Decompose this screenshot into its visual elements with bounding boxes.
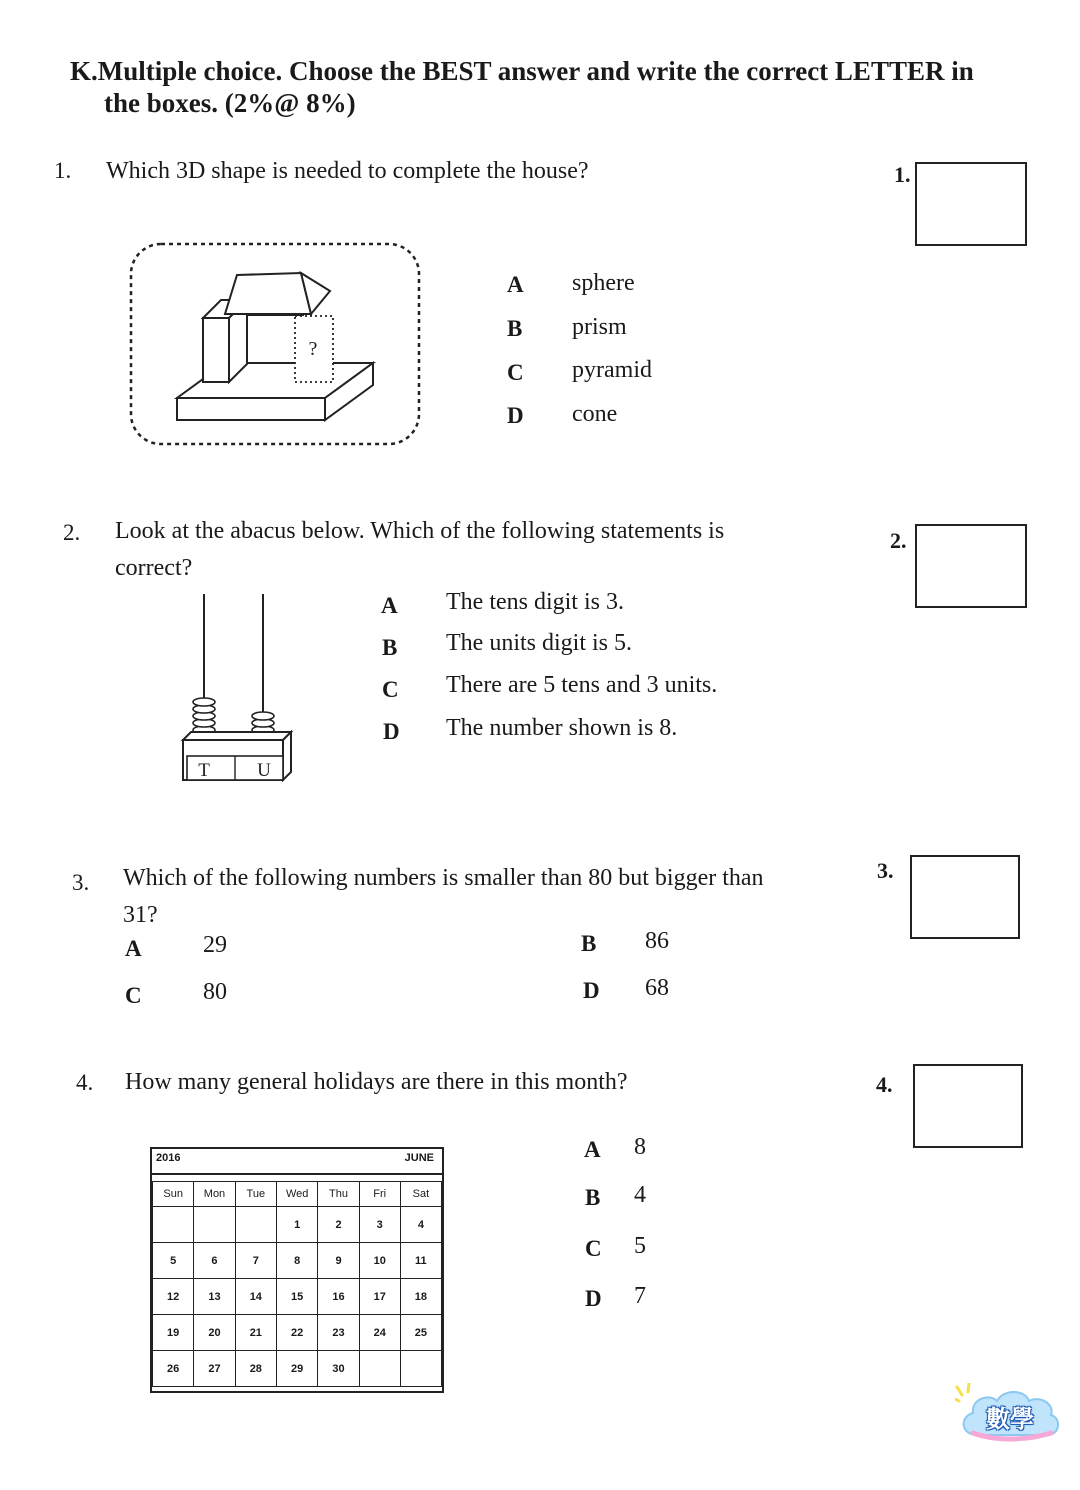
question-1-number: 1.: [54, 158, 72, 183]
calendar-day-header: Wed: [276, 1182, 317, 1207]
calendar-date-cell: 23: [318, 1315, 359, 1351]
calendar-day-headers: [153, 1182, 442, 1207]
calendar-date-cell: 18: [400, 1279, 441, 1315]
calendar-day-header: Sat: [400, 1182, 441, 1207]
badge-label: 數學: [986, 1405, 1034, 1433]
q2-option-d-text: The number shown is 8.: [446, 715, 678, 741]
calendar-date-cell: 5: [153, 1243, 194, 1279]
calendar-year: 2016: [156, 1152, 181, 1164]
calendar-date-cell: 9: [318, 1243, 359, 1279]
calendar-date-cell: 1: [276, 1207, 317, 1243]
abacus-figure: [175, 590, 295, 785]
q2-option-b-letter: B: [382, 635, 398, 660]
q1-option-b-text: prism: [572, 314, 627, 340]
calendar-date-cell: [400, 1351, 441, 1387]
q4-option-b-letter: B: [585, 1185, 601, 1210]
question-4-text: How many general holidays are there in this month?: [125, 1069, 628, 1095]
q1-option-d-text: cone: [572, 401, 618, 427]
calendar-date-cell: 26: [153, 1351, 194, 1387]
calendar-date-cell: 20: [194, 1315, 235, 1351]
q4-option-b-text: 4: [634, 1182, 646, 1208]
calendar-date-cell: 30: [318, 1351, 359, 1387]
calendar-date-cell: 22: [276, 1315, 317, 1351]
q3-option-b-text: 86: [645, 928, 669, 954]
q4-option-c-text: 5: [634, 1233, 646, 1259]
answer-box-4[interactable]: [913, 1064, 1023, 1148]
calendar-day-header: Fri: [359, 1182, 400, 1207]
calendar-date-cell: 19: [153, 1315, 194, 1351]
question-3-text-line1: Which of the following numbers is smaller than 80 but bigger than: [123, 865, 764, 891]
q1-option-d-letter: D: [507, 403, 524, 428]
calendar-date-cell: 17: [359, 1279, 400, 1315]
calendar-date-cell: 25: [400, 1315, 441, 1351]
calendar-date-cell: 2: [318, 1207, 359, 1243]
calendar-date-cell: 7: [235, 1243, 276, 1279]
question-2-text-line2: correct?: [115, 555, 193, 581]
question-3-text-line2: 31?: [123, 902, 158, 928]
q3-option-b-letter: B: [581, 931, 597, 956]
calendar-date-cell: 29: [276, 1351, 317, 1387]
calendar-date-cell: 21: [235, 1315, 276, 1351]
house-figure: [125, 238, 425, 450]
calendar-day-header: Mon: [194, 1182, 235, 1207]
calendar-week-row: [153, 1207, 442, 1243]
q2-option-c-letter: C: [382, 677, 399, 702]
calendar-date-cell: 6: [194, 1243, 235, 1279]
calendar-date-cell: 27: [194, 1351, 235, 1387]
q2-option-a-letter: A: [381, 593, 398, 618]
calendar-date-cell: 16: [318, 1279, 359, 1315]
calendar-date-cell: 24: [359, 1315, 400, 1351]
q2-option-c-text: There are 5 tens and 3 units.: [446, 672, 718, 698]
question-2-text-line1: Look at the abacus below. Which of the following statements is: [115, 518, 725, 544]
calendar-week-row: [153, 1351, 442, 1387]
calendar-date-cell: 15: [276, 1279, 317, 1315]
question-3-number: 3.: [72, 870, 90, 895]
q3-option-d-letter: D: [583, 978, 600, 1003]
abacus-units-bead: [252, 712, 274, 720]
q2-option-a-text: The tens digit is 3.: [446, 589, 624, 615]
missing-shape-mark: ?: [308, 338, 318, 360]
calendar-date-cell: 11: [400, 1243, 441, 1279]
q3-option-d-text: 68: [645, 975, 669, 1001]
q3-option-c-text: 80: [203, 979, 227, 1005]
q4-option-a-letter: A: [584, 1137, 601, 1162]
math-badge: [955, 1383, 1065, 1445]
calendar-header: [152, 1149, 442, 1175]
q1-option-a-letter: A: [507, 272, 524, 297]
calendar-date-cell: 28: [235, 1351, 276, 1387]
calendar-date-cell: [153, 1207, 194, 1243]
abacus-units-label: U: [257, 760, 271, 781]
calendar-date-cell: 8: [276, 1243, 317, 1279]
calendar-date-cell: 13: [194, 1279, 235, 1315]
calendar-week-row: [153, 1243, 442, 1279]
q1-option-c-letter: C: [507, 360, 524, 385]
answer-box-1[interactable]: [915, 162, 1027, 246]
answer-box-4-label: 4.: [876, 1072, 893, 1097]
q1-option-a-text: sphere: [572, 270, 635, 296]
calendar-grid: [152, 1181, 442, 1387]
calendar-week-row: [153, 1315, 442, 1351]
q3-option-a-letter: A: [125, 936, 142, 961]
calendar-week-row: [153, 1279, 442, 1315]
q2-option-d-letter: D: [383, 719, 400, 744]
answer-box-2[interactable]: [915, 524, 1027, 608]
q4-option-d-letter: D: [585, 1286, 602, 1311]
abacus-tens-label: T: [198, 760, 210, 781]
calendar-month: JUNE: [404, 1152, 434, 1164]
q4-option-d-text: 7: [634, 1283, 646, 1309]
answer-box-2-label: 2.: [890, 528, 907, 553]
calendar-date-cell: 3: [359, 1207, 400, 1243]
calendar-date-cell: 10: [359, 1243, 400, 1279]
q4-option-c-letter: C: [585, 1236, 602, 1261]
q4-option-a-text: 8: [634, 1134, 646, 1160]
question-1-text: Which 3D shape is needed to complete the house?: [106, 158, 589, 184]
answer-box-1-label: 1.: [894, 162, 911, 187]
calendar-date-cell: 4: [400, 1207, 441, 1243]
q1-option-b-letter: B: [507, 316, 523, 341]
q2-option-b-text: The units digit is 5.: [446, 630, 632, 656]
section-subtitle: the boxes. (2%@ 8%): [104, 88, 356, 118]
calendar-day-header: Tue: [235, 1182, 276, 1207]
calendar-date-cell: [235, 1207, 276, 1243]
calendar-date-cell: [359, 1351, 400, 1387]
calendar-date-cell: 12: [153, 1279, 194, 1315]
answer-box-3[interactable]: [910, 855, 1020, 939]
q3-option-a-text: 29: [203, 932, 227, 958]
section-title: K.Multiple choice. Choose the BEST answer and write the correct LETTER in: [70, 56, 974, 86]
calendar-day-header: Sun: [153, 1182, 194, 1207]
q1-option-c-text: pyramid: [572, 357, 652, 383]
question-4-number: 4.: [76, 1070, 94, 1095]
q3-option-c-letter: C: [125, 983, 142, 1008]
calendar: [150, 1147, 444, 1393]
calendar-date-cell: 14: [235, 1279, 276, 1315]
answer-box-3-label: 3.: [877, 858, 894, 883]
calendar-date-cell: [194, 1207, 235, 1243]
calendar-day-header: Thu: [318, 1182, 359, 1207]
question-2-number: 2.: [63, 520, 81, 545]
abacus-tens-bead: [193, 698, 215, 706]
